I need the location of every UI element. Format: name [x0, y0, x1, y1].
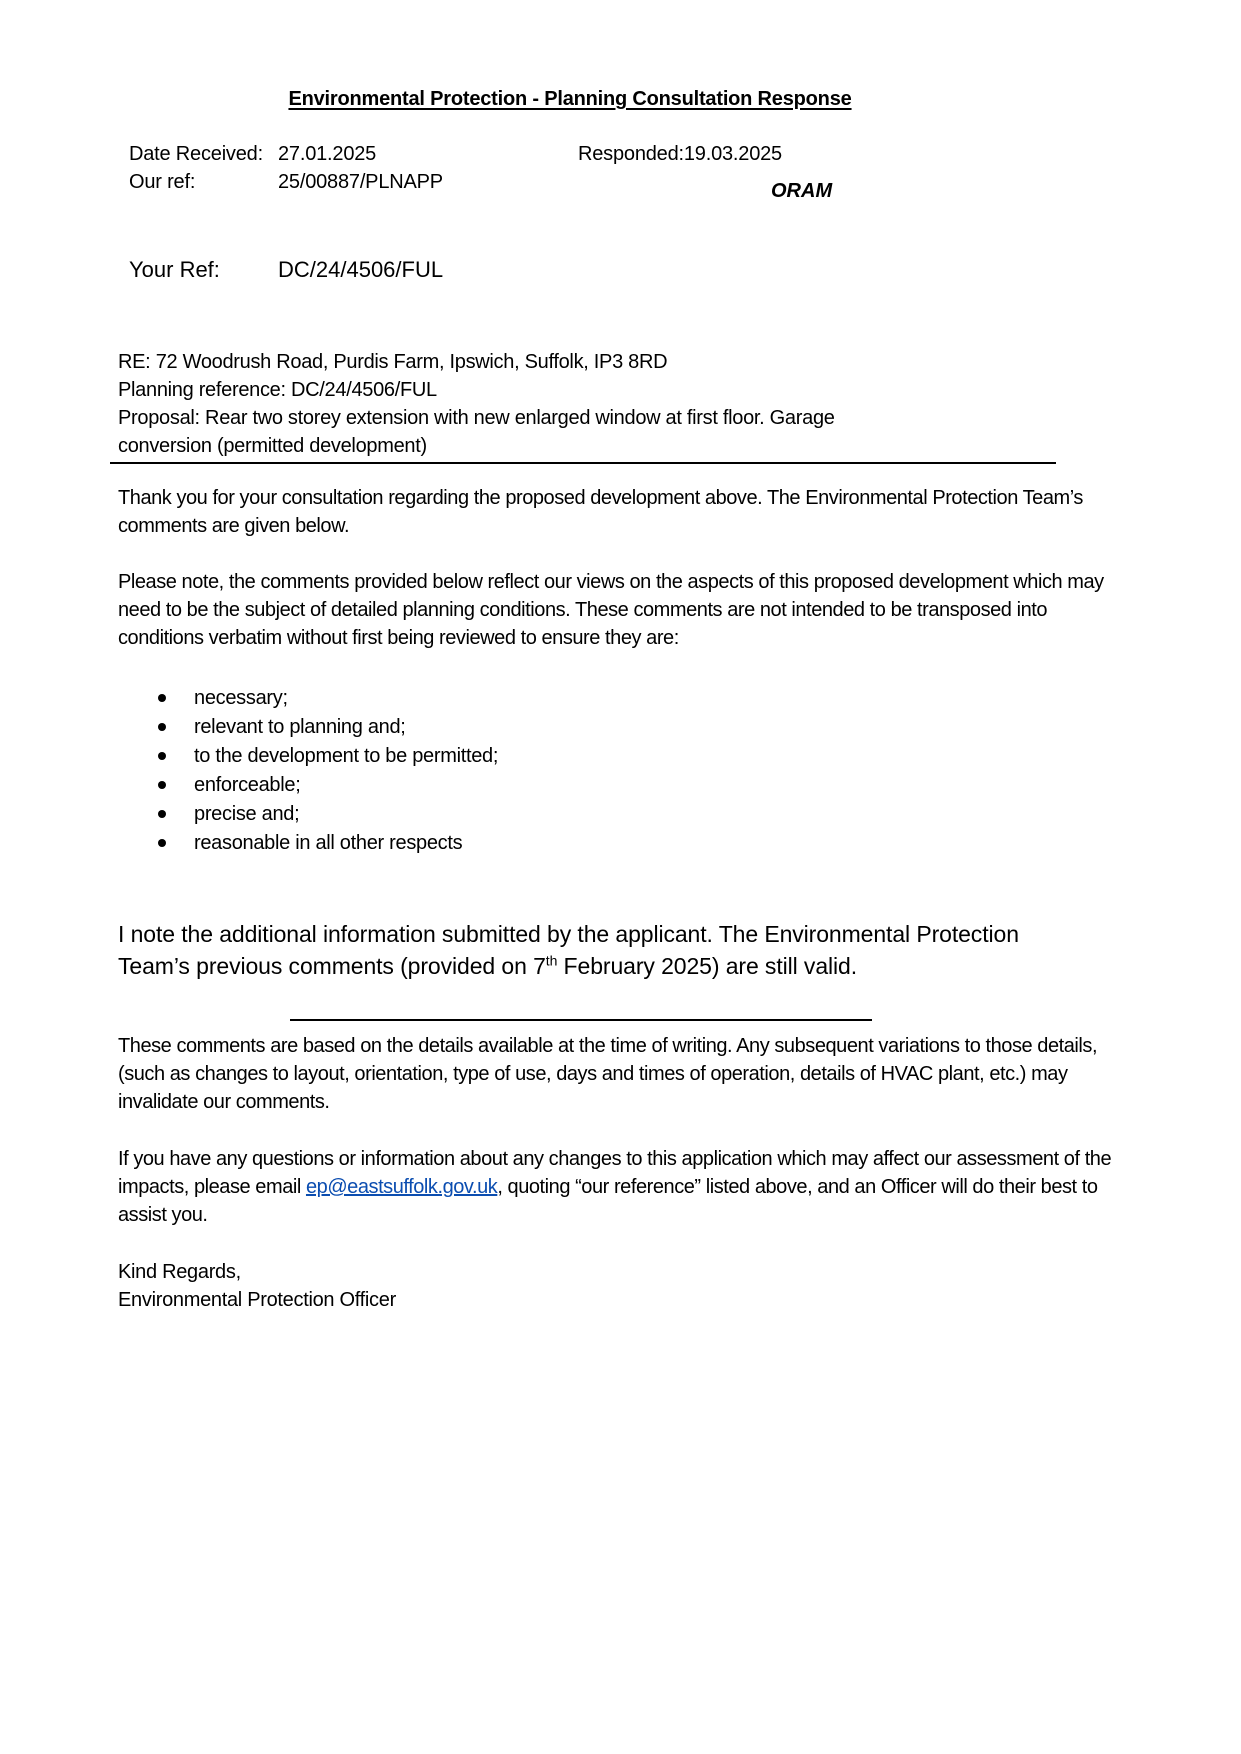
application-details [118, 348, 1078, 460]
please-note-paragraph: Please note, the comments provided below reflect our views on the aspects of this proposed development which may need to be the subject of detailed planning conditions. These comments are not intended to be transposed into conditions verbatim without first being reviewed to ensure they are: [118, 571, 1104, 649]
note-line-2: Team’s previous comments (provided on 7th February 2025) are still valid. [118, 952, 858, 979]
ordinal-suffix: th [545, 952, 558, 969]
bullet-icon [158, 810, 166, 818]
contact-paragraph: If you have any questions or information about any changes to this application which may affect our assessment of the impacts, please email ep@eastsuffolk.gov.uk, quoting “our reference” listed above, and an Officer will do their best to assist you. [118, 1148, 1112, 1226]
list-item: enforceable; [118, 771, 498, 800]
our-ref-value: 25/00887/PLNAPP [278, 171, 443, 193]
proposal-line-2: conversion (permitted development) [118, 435, 427, 457]
section-divider [290, 1019, 872, 1021]
condition-criteria-list [118, 684, 498, 858]
your-ref-label: Your Ref: [129, 257, 220, 282]
site-address: RE: 72 Woodrush Road, Purdis Farm, Ipswich, Suffolk, IP3 8RD [118, 351, 668, 373]
additional-info-note [118, 918, 1128, 982]
date-received-label: Date Received: [129, 143, 263, 165]
list-item: relevant to planning and; [118, 713, 498, 742]
disclaimer-paragraph: These comments are based on the details available at the time of writing. Any subsequent variations to those details, (such as changes to layout, orientation, type of use, days and times of operation, details of HVAC plant, etc.) may invalidate our comments. [118, 1035, 1098, 1113]
closing-text: Kind Regards, [118, 1261, 241, 1283]
proposal-line-1: Proposal: Rear two storey extension with new enlarged window at first floor. Garage [118, 407, 835, 429]
contact-email-link[interactable]: ep@eastsuffolk.gov.uk [305, 1176, 498, 1198]
date-received-value: 27.01.2025 [278, 143, 377, 165]
document-title: Environmental Protection - Planning Consultation Response [288, 88, 852, 110]
bullet-icon [158, 694, 166, 702]
list-item: necessary; [118, 684, 498, 713]
note-line-1: I note the additional information submitted by the applicant. The Environmental Protection [118, 921, 1019, 947]
list-item: to the development to be permitted; [118, 742, 498, 771]
bullet-icon [158, 781, 166, 789]
signoff [118, 1258, 396, 1314]
signatory: Environmental Protection Officer [118, 1289, 396, 1311]
responded-date: Responded:19.03.2025 [578, 143, 782, 165]
header-divider [110, 462, 1056, 464]
bullet-icon [158, 752, 166, 760]
our-ref-label: Our ref: [129, 171, 196, 193]
list-item: reasonable in all other respects [118, 829, 498, 858]
bullet-icon [158, 839, 166, 847]
your-ref-value: DC/24/4506/FUL [278, 257, 444, 282]
intro-paragraph: Thank you for your consultation regarding the proposed development above. The Environmental Protection Team’s comments are given below. [118, 487, 1083, 537]
planning-reference: Planning reference: DC/24/4506/FUL [118, 379, 437, 401]
bullet-icon [158, 723, 166, 731]
list-item: precise and; [118, 800, 498, 829]
officer-code: ORAM [771, 180, 833, 202]
